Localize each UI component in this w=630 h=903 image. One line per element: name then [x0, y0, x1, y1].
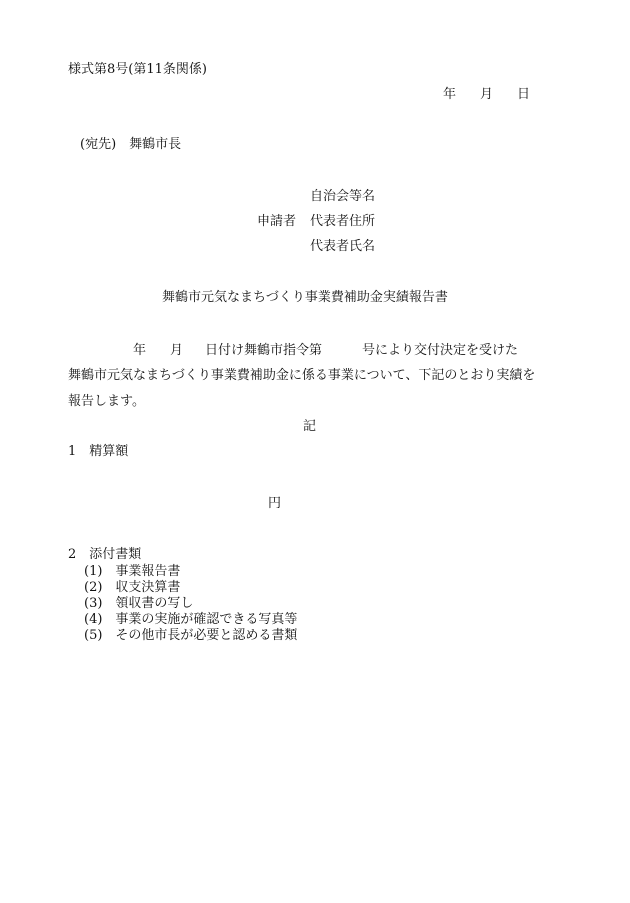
body-line-3: 報告します。 — [68, 394, 145, 409]
attachment-item: (1) 事業報告書 — [84, 564, 181, 579]
body-number-suffix: 号により交付決定を受けた — [362, 343, 519, 358]
applicant-org-label: 自治会等名 — [310, 189, 376, 204]
date-month-label: 月 — [480, 87, 494, 102]
attachment-item: (4) 事業の実施が確認できる写真等 — [84, 612, 298, 627]
body-line-2: 舞鶴市元気なまちづくり事業費補助金に係る事業について、下記のとおり実績を — [68, 368, 536, 383]
date-day-label: 日 — [517, 87, 531, 102]
applicant-address-label: 代表者住所 — [310, 214, 376, 229]
document-title: 舞鶴市元気なまちづくり事業費補助金実績報告書 — [162, 290, 448, 305]
section-1-heading: 1 精算額 — [68, 444, 129, 459]
applicant-role-label: 申請者 — [257, 214, 297, 229]
attachment-item: (3) 領収書の写し — [84, 596, 194, 611]
body-line-1 — [133, 344, 518, 357]
recipient: (宛先) 舞鶴市長 — [80, 137, 182, 152]
date-year-label: 年 — [443, 87, 457, 102]
date-line — [443, 88, 530, 101]
body-directive-text: 日付け舞鶴市指令第 — [205, 343, 323, 358]
attachment-item: (2) 収支決算書 — [84, 580, 181, 595]
body-month-label: 月 — [170, 343, 184, 358]
attachment-item: (5) その他市長が必要と認める書類 — [84, 628, 298, 643]
body-year-label: 年 — [133, 343, 147, 358]
form-number: 様式第8号(第11条関係) — [68, 62, 207, 77]
ki-heading: 記 — [303, 419, 317, 434]
amount-unit: 円 — [268, 496, 282, 511]
applicant-name-label: 代表者氏名 — [310, 239, 376, 254]
section-2-heading: 2 添付書類 — [68, 547, 142, 562]
